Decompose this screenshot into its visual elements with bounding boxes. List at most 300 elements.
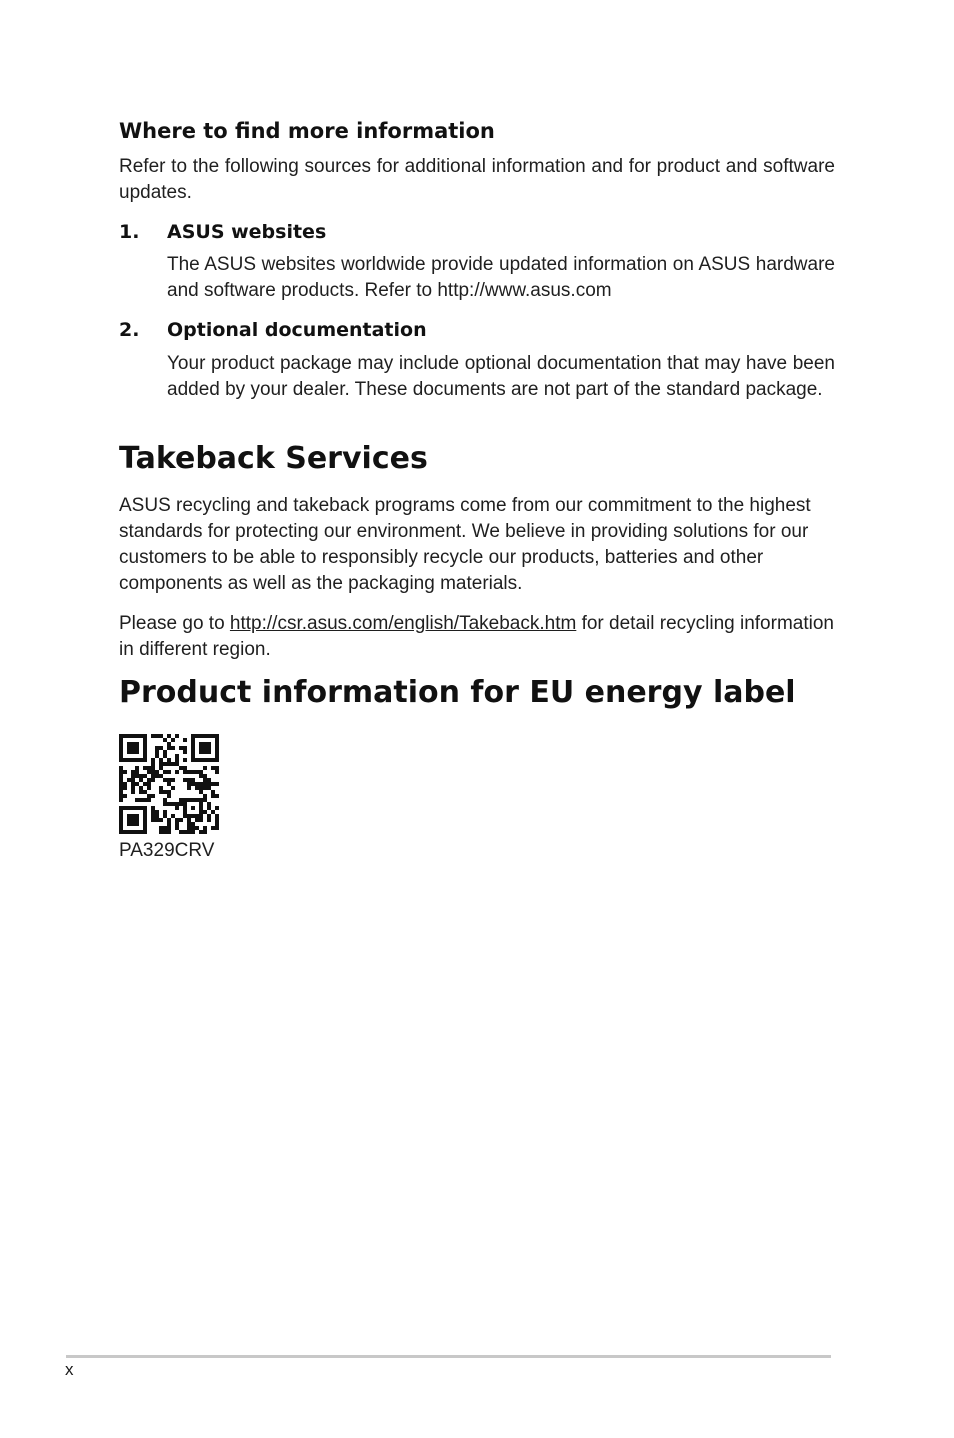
qr-module [179,830,183,834]
qr-module [183,810,187,814]
qr-module [167,822,171,826]
item-title-asus-websites: ASUS websites [167,221,327,243]
qr-module [163,830,167,834]
qr-module [175,806,179,810]
qr-module [135,758,139,762]
qr-module [211,734,215,738]
qr-module [123,794,127,798]
qr-module [119,814,123,818]
qr-module [215,794,219,798]
qr-module [147,778,151,782]
qr-module [167,742,171,746]
qr-module [123,830,127,834]
qr-module [207,806,211,810]
qr-module [167,762,171,766]
qr-module [151,806,155,810]
qr-module [119,786,123,790]
qr-module [207,734,211,738]
takeback-link[interactable]: http://csr.asus.com/english/Takeback.htm [229,613,577,634]
qr-module [155,734,159,738]
qr-module [139,774,143,778]
qr-module [199,782,203,786]
qr-module [151,734,155,738]
qr-module [215,734,219,738]
qr-module [167,794,171,798]
qr-module [139,778,143,782]
qr-module [151,774,155,778]
qr-module [215,806,219,810]
qr-module [195,798,199,802]
item-body-optional-documentation: Your product package may include optional documentation that may have been added by your dealer. These documents are not part of the standard package. [167,353,835,400]
qr-module [155,754,159,758]
qr-module [123,758,127,762]
qr-module [119,774,123,778]
qr-module [203,826,207,830]
qr-module [175,826,179,830]
qr-module [207,814,211,818]
page-number: x [65,1360,74,1379]
qr-module [187,822,191,826]
qr-module [191,806,195,810]
takeback-goto-prefix: Please go to [119,613,230,634]
qr-module [215,814,219,818]
qr-module [191,738,195,742]
where-to-find-heading: Where to find more information [119,119,495,143]
qr-module [151,778,155,782]
qr-module [127,758,131,762]
qr-module [199,750,203,754]
qr-module [143,746,147,750]
qr-module [175,802,179,806]
qr-module [131,778,135,782]
qr-module [199,802,203,806]
qr-module [167,770,171,774]
qr-module [215,822,219,826]
qr-module [119,778,123,782]
qr-module [119,826,123,830]
qr-module [139,758,143,762]
qr-module [171,738,175,742]
qr-module [163,814,167,818]
qr-module [191,750,195,754]
qr-module [191,746,195,750]
qr-module [215,742,219,746]
qr-module [207,778,211,782]
qr-module [131,822,135,826]
qr-module [151,758,155,762]
qr-module [147,798,151,802]
item-number-2: 2. [119,319,140,341]
qr-module [159,818,163,822]
qr-module [131,750,135,754]
qr-module [191,830,195,834]
qr-module [167,802,171,806]
qr-module [167,746,171,750]
qr-module [207,750,211,754]
takeback-goto-paragraph [119,611,835,663]
qr-module [147,786,151,790]
qr-module [131,790,135,794]
qr-module [175,734,179,738]
qr-module [215,746,219,750]
qr-module [135,798,139,802]
qr-module [131,814,135,818]
qr-module [199,758,203,762]
qr-module [159,786,163,790]
qr-module [163,750,167,754]
qr-module [143,806,147,810]
qr-module [135,822,139,826]
qr-module [167,790,171,794]
qr-module [187,826,191,830]
qr-module [183,814,187,818]
qr-module [215,782,219,786]
qr-module [187,778,191,782]
qr-module [199,774,203,778]
qr-module [211,810,215,814]
qr-module [195,786,199,790]
qr-module [199,814,203,818]
qr-module [167,782,171,786]
qr-module [203,742,207,746]
qr-module [131,758,135,762]
qr-module [211,782,215,786]
qr-module [175,762,179,766]
qr-module [183,830,187,834]
takeback-goto-suffix: for detail recycling information in different region. [119,613,834,660]
qr-module [139,734,143,738]
qr-module [131,806,135,810]
qr-module [203,774,207,778]
qr-module [123,806,127,810]
qr-module [187,786,191,790]
qr-module [163,802,167,806]
qr-module [131,818,135,822]
qr-module [187,830,191,834]
qr-module [163,790,167,794]
qr-module [195,814,199,818]
qr-module [203,750,207,754]
qr-module [143,826,147,830]
qr-module [175,770,179,774]
qr-module [183,798,187,802]
qr-module [135,742,139,746]
qr-module [147,794,151,798]
qr-module [131,742,135,746]
qr-module [131,830,135,834]
qr-module [131,786,135,790]
qr-module [187,818,191,822]
qr-module [143,754,147,758]
qr-module [143,742,147,746]
qr-module [119,782,123,786]
qr-module [119,746,123,750]
item-number-1: 1. [119,221,140,243]
qr-module [135,814,139,818]
qr-module [179,766,183,770]
qr-module [183,758,187,762]
qr-module [203,782,207,786]
qr-module [171,814,175,818]
qr-module [155,810,159,814]
qr-module [143,822,147,826]
takeback-heading: Takeback Services [119,441,428,476]
qr-module [179,746,183,750]
qr-module [191,758,195,762]
qr-module [135,782,139,786]
qr-module [187,770,191,774]
qr-module [195,734,199,738]
qr-module [175,822,179,826]
qr-module [183,802,187,806]
qr-module [143,814,147,818]
qr-module [143,774,147,778]
qr-module [151,810,155,814]
qr-module [159,766,163,770]
qr-module [155,750,159,754]
qr-module [127,806,131,810]
qr-module [127,830,131,834]
qr-module [215,770,219,774]
item-body-asus-websites: The ASUS websites worldwide provide updated information on ASUS hardware and software products. Refer to http://www.asus.com [167,254,835,301]
qr-module [155,770,159,774]
qr-module [143,758,147,762]
qr-module [143,782,147,786]
qr-module [175,758,179,762]
energy-label-heading: Product information for EU energy label [119,675,796,710]
qr-module [183,770,187,774]
qr-module [135,806,139,810]
qr-module [139,806,143,810]
qr-module [119,766,123,770]
qr-model-label: PA329CRV [119,840,215,861]
qr-module [207,742,211,746]
qr-module [119,742,123,746]
takeback-paragraph: ASUS recycling and takeback programs come from our commitment to the highest standards for protecting our environment. We believe in providing solutions for our customers to be able to responsibly recycle our products, batteries and other components as well as the packaging materials. [119,495,811,594]
qr-module [147,782,151,786]
qr-module [127,746,131,750]
qr-module [159,830,163,834]
qr-module [191,754,195,758]
qr-module [163,778,167,782]
qr-module [203,794,207,798]
qr-module [127,742,131,746]
qr-module [215,754,219,758]
qr-module [207,818,211,822]
qr-module [191,742,195,746]
qr-module [199,818,203,822]
qr-module [215,766,219,770]
qr-module [135,746,139,750]
qr-module [163,770,167,774]
qr-module [171,778,175,782]
qr-module [119,754,123,758]
qr-module [183,766,187,770]
qr-module [123,770,127,774]
qr-module [143,818,147,822]
qr-module [167,778,171,782]
qr-module [195,818,199,822]
qr-module [215,818,219,822]
qr-module [199,790,203,794]
qr-module [151,794,155,798]
qr-module [131,734,135,738]
qr-module [143,810,147,814]
qr-module [203,786,207,790]
qr-module [191,822,195,826]
qr-module [207,746,211,750]
qr-module [183,806,187,810]
qr-module [127,750,131,754]
qr-module [199,746,203,750]
qr-module [183,738,187,742]
qr-module [127,818,131,822]
qr-module [155,746,159,750]
qr-module [135,734,139,738]
qr-module [203,758,207,762]
qr-module [119,822,123,826]
qr-module [131,782,135,786]
qr-module [171,762,175,766]
qr-module [171,802,175,806]
qr-module [151,814,155,818]
qr-module [143,798,147,802]
qr-module [119,798,123,802]
qr-module [191,826,195,830]
qr-module [203,734,207,738]
qr-module [139,830,143,834]
qr-module [127,778,131,782]
qr-module [179,798,183,802]
qr-module [147,770,151,774]
qr-module [191,778,195,782]
qr-module [147,766,151,770]
qr-module [179,802,183,806]
qr-module [199,806,203,810]
qr-module [119,810,123,814]
qr-module [127,822,131,826]
qr-module [195,770,199,774]
qr-module [187,798,191,802]
qr-module [199,734,203,738]
qr-module [159,734,163,738]
qr-module [199,830,203,834]
qr-module [131,746,135,750]
qr-module [119,794,123,798]
qr-module [167,818,171,822]
qr-module [155,814,159,818]
qr-module [151,818,155,822]
qr-module [199,770,203,774]
qr-module [139,790,143,794]
qr-module [195,782,199,786]
qr-module [199,810,203,814]
qr-module [139,786,143,790]
qr-module [119,770,123,774]
qr-module [159,790,163,794]
qr-module [143,766,147,770]
qr-module [119,790,123,794]
qr-module [191,814,195,818]
qr-module [143,750,147,754]
qr-module [151,770,155,774]
qr-module [167,830,171,834]
qr-module [151,766,155,770]
qr-module [163,754,167,758]
footer-rule [66,1355,831,1358]
qr-module [199,786,203,790]
qr-module [119,818,123,822]
qr-module [151,762,155,766]
qr-module [123,734,127,738]
qr-module [135,774,139,778]
qr-module [123,786,127,790]
qr-module [199,742,203,746]
qr-module [215,826,219,830]
qr-module [163,762,167,766]
item-title-optional-documentation: Optional documentation [167,319,427,341]
qr-module [211,794,215,798]
qr-module [187,814,191,818]
qr-module [119,806,123,810]
qr-module [191,734,195,738]
qr-module [135,766,139,770]
qr-module [183,778,187,782]
qr-module [195,826,199,830]
qr-module [135,818,139,822]
qr-module [203,778,207,782]
qr-module [171,786,175,790]
qr-module [167,826,171,830]
qr-module [159,762,163,766]
qr-module [143,734,147,738]
qr-module [215,758,219,762]
qr-module [119,758,123,762]
qr-module [203,798,207,802]
qr-module [183,750,187,754]
qr-module [127,734,131,738]
qr-module [203,746,207,750]
qr-module [119,750,123,754]
qr-module [119,734,123,738]
qr-module [203,766,207,770]
qr-module [131,774,135,778]
qr-module [187,782,191,786]
qr-module [135,750,139,754]
qr-module [163,798,167,802]
qr-module [207,786,211,790]
qr-module [127,814,131,818]
qr-module [175,818,179,822]
qr-module [123,782,127,786]
qr-module [155,818,159,822]
qr-module [211,766,215,770]
qr-module [139,798,143,802]
qr-module [163,810,167,814]
qr-module [203,830,207,834]
qr-module [119,830,123,834]
qr-module [175,754,179,758]
qr-module [163,738,167,742]
qr-module [167,734,171,738]
qr-module [183,746,187,750]
qr-module [159,774,163,778]
qr-module [159,758,163,762]
qr-module [143,790,147,794]
qr-module [143,738,147,742]
qr-module [207,758,211,762]
qr-module [199,798,203,802]
